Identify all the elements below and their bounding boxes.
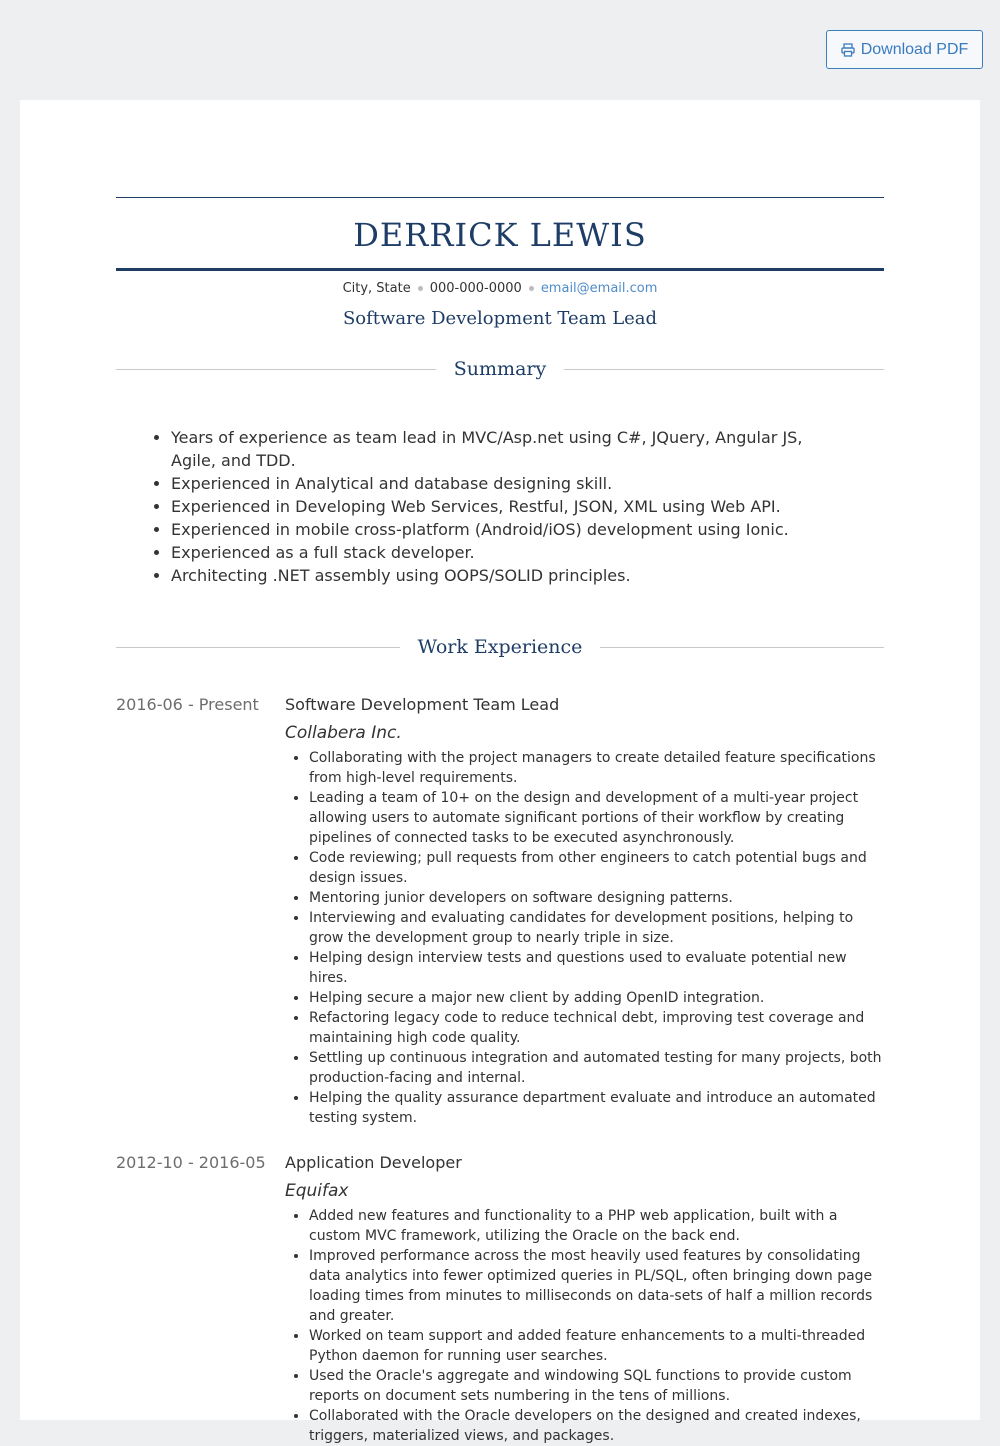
divider xyxy=(116,647,400,648)
summary-item: • Experienced as a full stack developer. xyxy=(171,541,831,564)
work-experience-heading xyxy=(116,632,884,662)
name-block xyxy=(116,197,884,271)
job-bullet: • Helping design interview tests and questions used to evaluate potential new hires. xyxy=(309,948,884,988)
job-bullet: • Mentoring junior developers on software designing patterns. xyxy=(309,888,884,908)
contact-line xyxy=(116,279,884,299)
job-bullet: • Helping secure a major new client by adding OpenID integration. xyxy=(309,988,884,1008)
phone-text: 000-000-0000 xyxy=(429,281,522,296)
job-bullet: • Added new features and functionality to a PHP web application, built with a custom MVC framework, utilizing the Oracle on the back end. xyxy=(309,1206,884,1246)
job-bullet: • Collaborated with the Oracle developers on the designed and created indexes, triggers, materialized views, and packages. xyxy=(309,1406,884,1446)
job-dates: 2016-06 - Present xyxy=(116,695,259,714)
summary-item: • Experienced in mobile cross-platform (Android/iOS) development using Ionic. xyxy=(171,518,831,541)
divider xyxy=(564,369,884,370)
job-bullet: • Used the Oracle's aggregate and windowing SQL functions to provide custom reports on document sets numbering in the tens of millions. xyxy=(309,1366,884,1406)
divider xyxy=(116,369,436,370)
summary-heading xyxy=(116,354,884,384)
job-role: Application Developer xyxy=(285,1153,462,1172)
job-bullet: • Settling up continuous integration and automated testing for many projects, both production-facing and internal. xyxy=(309,1048,884,1088)
resume-content xyxy=(116,197,884,1446)
email-link[interactable]: email@email.com xyxy=(540,281,658,296)
separator-dot xyxy=(529,286,534,291)
job-company: Collabera Inc. xyxy=(285,723,402,743)
job-bullets xyxy=(285,1206,884,1446)
summary-heading-label: Summary xyxy=(453,358,547,380)
job-entry xyxy=(116,694,884,1128)
separator-dot xyxy=(418,286,423,291)
job-details xyxy=(285,694,884,1128)
printer-icon xyxy=(841,43,855,57)
job-bullet: • Code reviewing; pull requests from other engineers to catch potential bugs and design issues. xyxy=(309,848,884,888)
summary-list xyxy=(116,426,831,587)
summary-item: • Years of experience as team lead in MVC/Asp.net using C#, JQuery, Angular JS, Agile, and TDD. xyxy=(171,426,831,472)
download-pdf-button[interactable] xyxy=(826,30,983,69)
location-text: City, State xyxy=(342,281,411,296)
job-bullet: • Collaborating with the project managers to create detailed feature specifications from high-level requirements. xyxy=(309,748,884,788)
job-dates: 2012-10 - 2016-05 xyxy=(116,1153,266,1172)
job-bullet: • Leading a team of 10+ on the design and development of a multi-year project allowing users to automate significant portions of their workflow by creating pipelines of connected tasks to be executed asynchronously. xyxy=(309,788,884,848)
job-bullet: • Improved performance across the most heavily used features by consolidating data analytics into fewer optimized queries in PL/SQL, often bringing down page loading times from minutes to milliseconds on data-sets of half a million records and greater. xyxy=(309,1246,884,1326)
job-entry xyxy=(116,1152,884,1446)
candidate-name: DERRICK LEWIS xyxy=(353,216,647,254)
resume-page xyxy=(20,100,980,1444)
job-details xyxy=(285,1152,884,1446)
job-bullet: • Worked on team support and added feature enhancements to a multi-threaded Python daemon for running user searches. xyxy=(309,1326,884,1366)
summary-item: • Experienced in Developing Web Services, Restful, JSON, XML using Web API. xyxy=(171,495,831,518)
download-pdf-label: Download PDF xyxy=(860,40,969,58)
professional-title: Software Development Team Lead xyxy=(342,308,658,329)
job-bullet: • Interviewing and evaluating candidates for development positions, helping to grow the development group to nearly triple in size. xyxy=(309,908,884,948)
job-company: Equifax xyxy=(285,1181,349,1201)
job-bullet: • Helping the quality assurance department evaluate and introduce an automated testing system. xyxy=(309,1088,884,1128)
job-role: Software Development Team Lead xyxy=(285,695,560,714)
work-experience-heading-label: Work Experience xyxy=(417,636,583,658)
divider xyxy=(600,647,884,648)
job-bullet: • Refactoring legacy code to reduce technical debt, improving test coverage and maintaining high code quality. xyxy=(309,1008,884,1048)
summary-item: • Architecting .NET assembly using OOPS/SOLID principles. xyxy=(171,564,831,587)
job-bullets xyxy=(285,748,884,1128)
summary-item: • Experienced in Analytical and database designing skill. xyxy=(171,472,831,495)
